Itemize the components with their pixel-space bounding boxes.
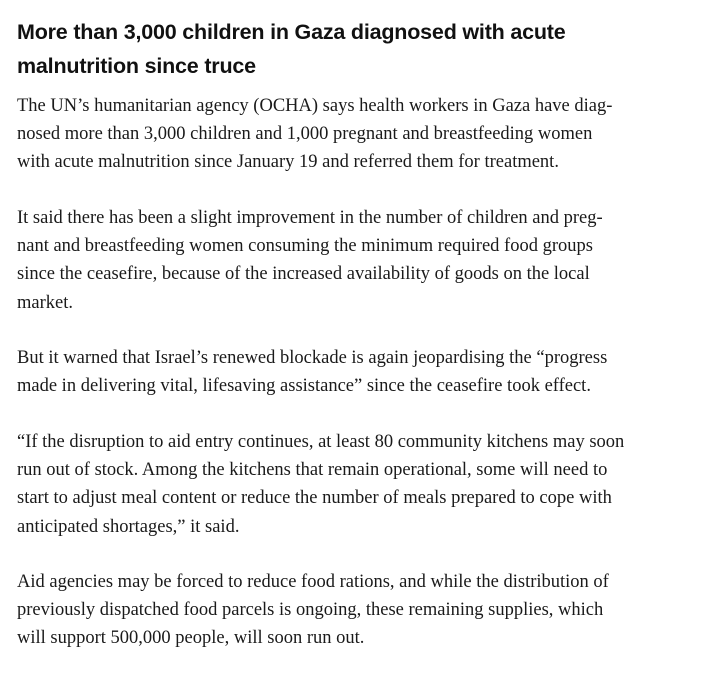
paragraph-line: anticipated shortages,” it said. [17,516,240,537]
headline-line: More than 3,000 children in Gaza diagnosed with acute [17,20,566,44]
paragraph-line: Aid agencies may be forced to reduce food rations, and while the distribution of [17,572,609,592]
paragraph-line: made in delivering vital, lifesaving assistance” since the ceasefire took effect. [17,376,591,397]
paragraph-line: nant and breastfeeding women consuming the minimum required food groups [17,236,593,257]
paragraph-line: previously dispatched food parcels is ongoing, these remaining supplies, which [17,600,604,621]
paragraph-line: “If the disruption to aid entry continues, at least 80 community kitchens may soon [17,432,625,452]
paragraph-blockade-warning [17,344,703,400]
article [17,0,703,649]
paragraph-community-kitchens [17,428,703,541]
paragraph-line: start to adjust meal content or reduce the number of meals prepared to cope with [17,488,612,509]
paragraph-line: market. [17,292,73,313]
paragraph-line: nosed more than 3,000 children and 1,000 pregnant and breastfeeding women [17,124,593,145]
article-headline [17,15,703,83]
paragraph-food-rations [17,568,703,653]
paragraph-line: It said there has been a slight improvement in the number of children and preg- [17,208,603,228]
paragraph-improvement [17,204,703,317]
paragraph-ocha-report [17,92,703,177]
paragraph-line: will support 500,000 people, will soon run out. [17,628,365,649]
headline-line: malnutrition since truce [17,54,256,78]
paragraph-line: The UN’s humanitarian agency (OCHA) says health workers in Gaza have diag- [17,96,613,116]
paragraph-line: since the ceasefire, because of the increased availability of goods on the local [17,264,590,285]
paragraph-line: But it warned that Israel’s renewed blockade is again jeopardising the “progress [17,348,608,368]
paragraph-line: with acute malnutrition since January 19 and referred them for treatment. [17,152,559,173]
paragraph-line: run out of stock. Among the kitchens that remain operational, some will need to [17,460,608,481]
